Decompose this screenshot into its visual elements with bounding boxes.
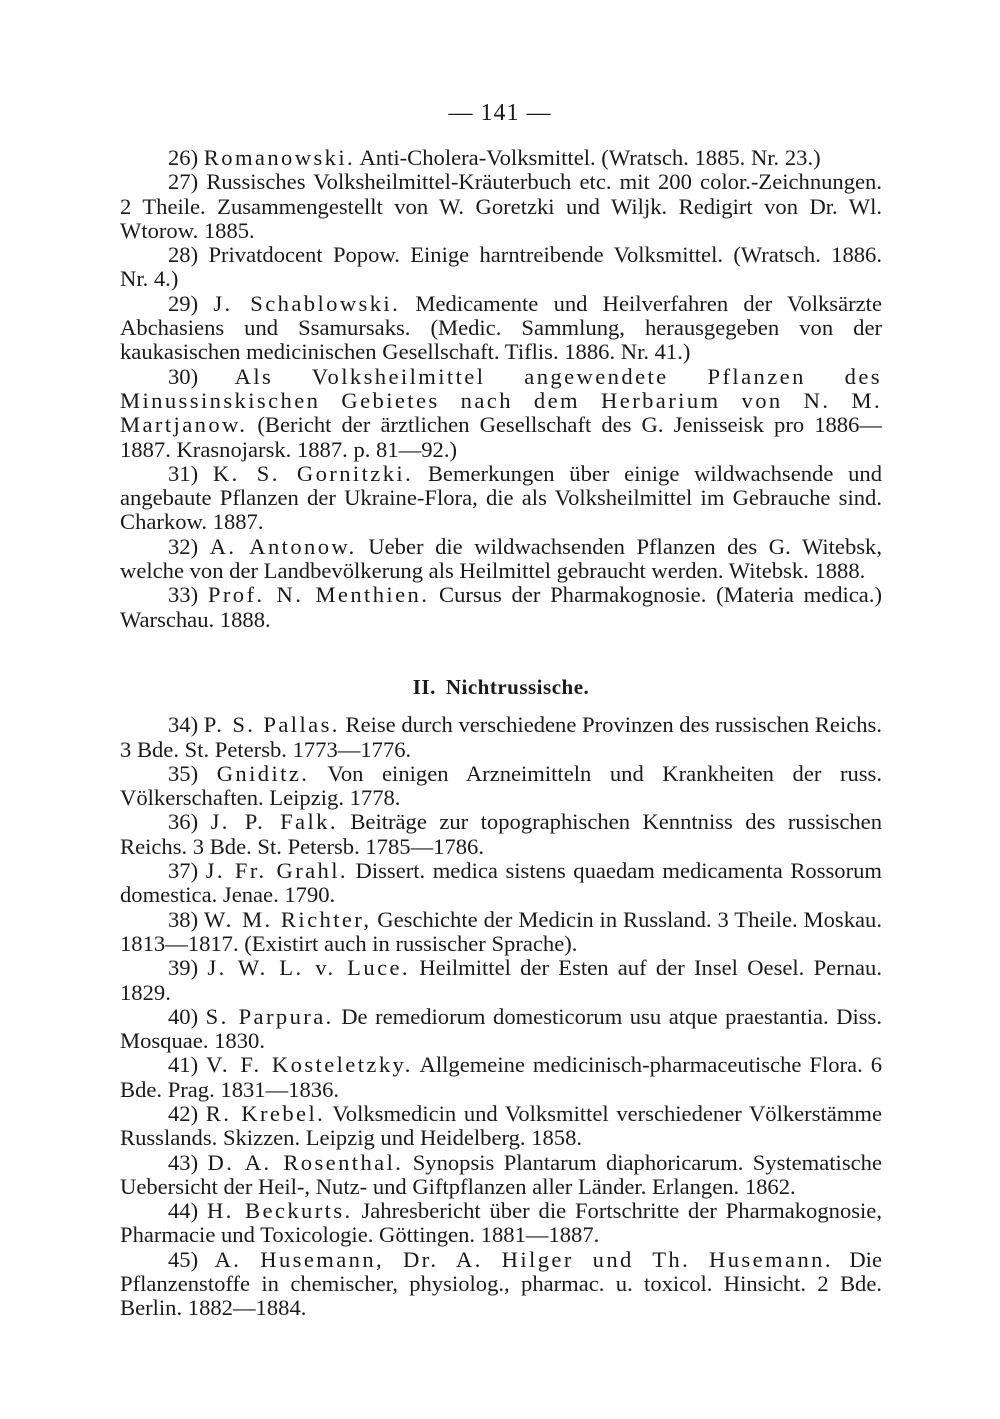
entry-text: Synopsis Plantarum diaphoricarum. Systematische Uebersicht der Heil-, Nutz- und Giftpflanzen aller Länder. Erlangen. 1862.	[120, 1149, 882, 1199]
entry-author: K. S. Gornitzki.	[212, 460, 414, 486]
bibliography-entry	[120, 170, 882, 243]
page-number: — 141 —	[448, 100, 552, 126]
entry-author: J. Schablowski.	[213, 290, 401, 316]
bibliography-entry	[120, 713, 882, 762]
section-heading	[120, 675, 882, 699]
section-title: Nichtrussische.	[445, 674, 590, 699]
entry-author: J. Fr. Grahl.	[205, 858, 348, 884]
entry-author: J. W. L. v. Luce.	[207, 955, 410, 981]
entry-number: 37)	[168, 858, 199, 884]
bibliography-entry	[120, 859, 882, 908]
bibliography-entry	[120, 810, 882, 859]
entry-text: Privatdocent Popow. Einige harntreibende Volksmittel. (Wratsch. 1886. Nr. 4.)	[120, 242, 882, 292]
entry-author: Gniditz.	[216, 760, 310, 786]
entry-text: Bemerkungen über einige wildwachsende und angebaute Pflanzen der Ukraine-Flora, die als Volksheilmittel im Gebrauche sind. Charkow. 1887.	[120, 460, 882, 535]
entry-author: Als Volksheilmittel angewendete Pflanzen des Minussinskischen Gebietes nach dem Herbarium von N. M. Martjanow.	[120, 363, 882, 438]
entry-text: Dissert. medica sistens quaedam medicamenta Rossorum domestica. Jenae. 1790.	[120, 858, 882, 908]
bibliography-entry	[120, 535, 882, 584]
bibliography-entry	[120, 762, 882, 811]
entry-text: Cursus der Pharmakognosie. (Materia medica.) Warschau. 1888.	[120, 582, 883, 632]
bibliography-entry	[120, 1005, 882, 1054]
entry-text: Beiträge zur topographischen Kenntniss des russischen Reichs. 3 Bde. St. Petersb. 1785—1786.	[120, 809, 882, 859]
bibliography-list-russian	[120, 146, 882, 632]
entry-number: 28)	[168, 242, 199, 268]
bibliography-entry	[120, 1248, 882, 1321]
entry-author: D. A. Rosenthal.	[207, 1149, 404, 1175]
entry-author: R. Krebel.	[205, 1100, 326, 1126]
entry-number: 38)	[168, 906, 199, 932]
entry-number: 44)	[168, 1198, 199, 1224]
entry-number: 26)	[168, 145, 199, 170]
entry-number: 31)	[168, 460, 199, 486]
entry-number: 43)	[168, 1149, 199, 1175]
section-number: II.	[412, 674, 436, 699]
bibliography-entry	[120, 146, 882, 170]
bibliography-entry	[120, 583, 882, 632]
entry-text: Ueber die wildwachsenden Pflanzen des G. Witebsk, welche von der Landbevölkerung als Heilmittel gebraucht werden. Witebsk. 1888.	[120, 533, 882, 584]
bibliography-entry	[120, 292, 882, 365]
bibliography-entry	[120, 1053, 882, 1102]
entry-number: 34)	[168, 712, 199, 738]
entry-text: Allgemeine medicinisch-pharmaceutische Flora. 6 Bde. Prag. 1831—1836.	[120, 1052, 882, 1102]
entry-text: Russisches Volksheilmittel-Kräuterbuch etc. mit 200 color.-Zeichnungen. 2 Theile. Zusammengestellt von W. Goretzki und Wiljk. Redigirt von Dr. Wl. Wtorow. 1885.	[120, 169, 882, 243]
entry-text: Medicamente und Heilverfahren der Volksärzte Abchasiens und Ssamursaks. (Medic. Sammlung, herausgegeben von der kaukasischen medicinischen Gesellschaft. Tiflis. 1886. Nr. 41.)	[120, 290, 882, 365]
bibliography-entry	[120, 462, 882, 535]
bibliography-entry	[120, 908, 882, 957]
entry-text: Heilmittel der Esten auf der Insel Oesel. Pernau. 1829.	[120, 955, 882, 1005]
entry-text: Volksmedicin und Volksmittel verschiedener Völkerstämme Russlands. Skizzen. Leipzig und Heidelberg. 1858.	[120, 1100, 882, 1151]
entry-text: Reise durch verschiedene Provinzen des russischen Reichs. 3 Bde. St. Petersb. 1773—1776.	[120, 712, 882, 762]
entry-text: Geschichte der Medicin in Russland. 3 Theile. Moskau. 1813—1817. (Existirt auch in russischer Sprache).	[120, 906, 882, 956]
entry-number: 30)	[168, 363, 199, 389]
bibliography-entry	[120, 1102, 882, 1151]
entry-number: 45)	[168, 1246, 199, 1272]
entry-number: 42)	[168, 1100, 199, 1126]
bibliography-entry	[120, 365, 882, 462]
entry-text: (Bericht der ärztlichen Gesellschaft des G. Jenisseisk pro 1886—1887. Krasnojarsk. 1887. p. 81—92.)	[120, 412, 882, 462]
entry-text: Die Pflanzenstoffe in chemischer, physiolog., pharmac. u. toxicol. Hinsicht. 2 Bde. Berlin. 1882—1884.	[120, 1246, 882, 1321]
bibliography-entry	[120, 243, 882, 292]
entry-text: Jahresbericht über die Fortschritte der Pharmakognosie, Pharmacie und Toxicologie. Göttingen. 1881—1887.	[120, 1198, 882, 1248]
entry-text: Anti-Cholera-Volksmittel. (Wratsch. 1885. Nr. 23.)	[355, 145, 821, 170]
entry-number: 40)	[168, 1003, 199, 1029]
entry-author: Prof. N. Menthien.	[207, 582, 430, 608]
entry-author: W. M. Richter,	[204, 906, 372, 932]
bibliography-entry	[120, 1199, 882, 1248]
entry-number: 35)	[168, 760, 199, 786]
entry-number: 27)	[168, 169, 199, 195]
entry-number: 33)	[168, 582, 199, 608]
bibliography-body	[120, 146, 882, 1321]
entry-author: V. F. Kosteletzky.	[206, 1052, 413, 1078]
entry-number: 32)	[168, 533, 199, 559]
entry-number: 41)	[168, 1052, 199, 1078]
entry-number: 29)	[168, 290, 199, 316]
bibliography-entry	[120, 1151, 882, 1200]
entry-author: S. Parpura.	[205, 1003, 334, 1029]
entry-text: Von einigen Arzneimitteln und Krankheiten der russ. Völkerschaften. Leipzig. 1778.	[120, 760, 882, 811]
bibliography-entry	[120, 956, 882, 1005]
entry-author: J. P. Falk.	[210, 809, 338, 835]
entry-text: De remediorum domesticorum usu atque praestantia. Diss. Mosquae. 1830.	[120, 1003, 882, 1054]
bibliography-list-non-russian	[120, 713, 882, 1320]
entry-number: 39)	[168, 955, 199, 981]
entry-author: H. Beckurts.	[207, 1198, 353, 1224]
entry-author: A. Husemann, Dr. A. Hilger und Th. Husemann.	[214, 1246, 833, 1272]
entry-author: Romanowski.	[203, 145, 356, 170]
entry-author: P. S. Pallas.	[203, 712, 340, 738]
entry-author: A. Antonow.	[209, 533, 357, 559]
entry-number: 36)	[168, 809, 199, 835]
